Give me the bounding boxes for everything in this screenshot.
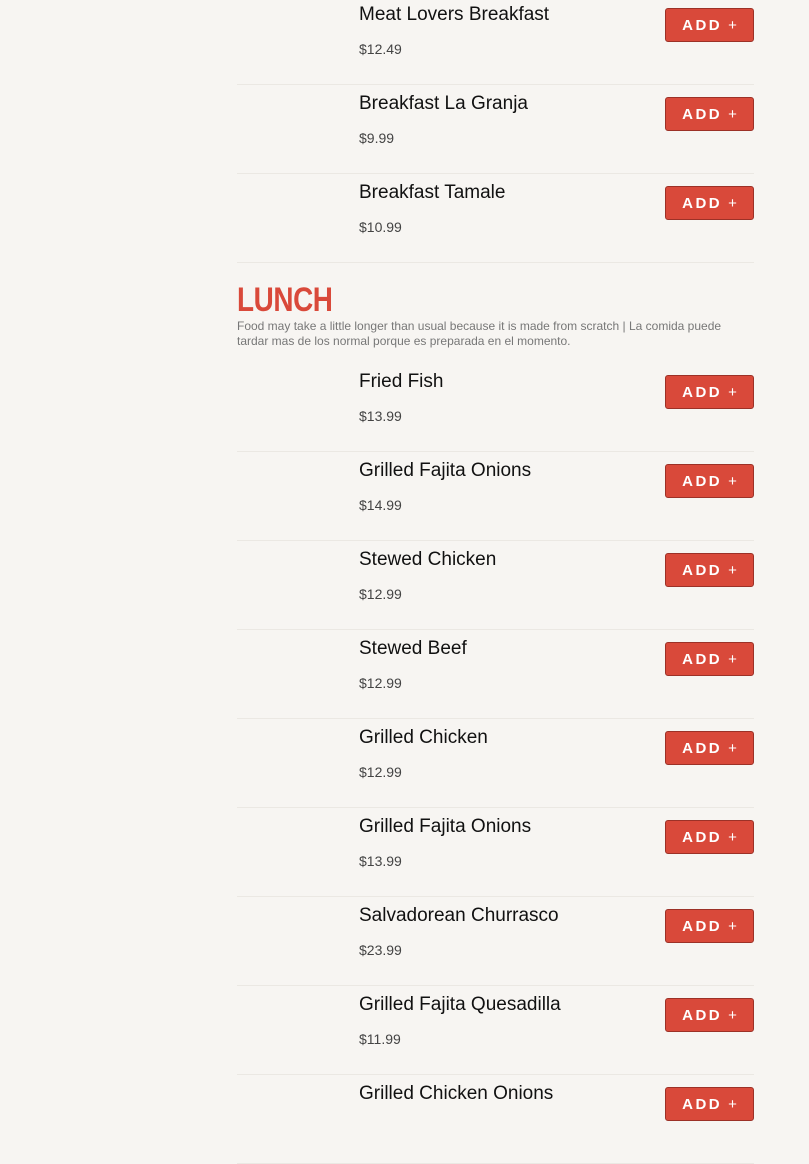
item-name: Stewed Beef [359,638,467,659]
section-description: Food may take a little longer than usual because it is made from scratch | La comida puede tardar mas de los normal porque es preparada en el momento. [237,319,722,348]
menu-item [237,1075,754,1164]
menu-item [237,986,754,1075]
item-price: $14.99 [359,497,402,513]
menu-item [237,808,754,897]
lunch-section [237,263,754,1164]
add-button[interactable] [665,1087,754,1121]
item-name: Grilled Fajita Quesadilla [359,994,561,1015]
breakfast-section [237,0,754,263]
menu-item [237,0,754,85]
item-name: Salvadorean Churrasco [359,905,559,926]
item-price: $12.49 [359,41,402,57]
add-label: ADD [682,194,723,212]
add-label: ADD [682,650,723,668]
add-label: ADD [682,383,723,401]
add-button[interactable] [665,553,754,587]
add-label: ADD [682,1006,723,1024]
plus-icon: + [728,650,737,668]
add-label: ADD [682,739,723,757]
section-header [237,263,754,363]
item-name: Grilled Chicken Onions [359,1083,554,1104]
add-button[interactable] [665,8,754,42]
add-button[interactable] [665,464,754,498]
menu-item [237,452,754,541]
menu-item [237,719,754,808]
plus-icon: + [728,917,737,935]
item-price: $10.99 [359,219,402,235]
add-button[interactable] [665,642,754,676]
item-name: Stewed Chicken [359,549,497,570]
item-price: $23.99 [359,942,402,958]
add-label: ADD [682,472,723,490]
plus-icon: + [728,1006,737,1024]
plus-icon: + [728,383,737,401]
menu-item [237,174,754,263]
menu-item [237,630,754,719]
item-name: Breakfast La Granja [359,93,528,114]
add-button[interactable] [665,97,754,131]
item-price: $12.99 [359,675,402,691]
item-name: Fried Fish [359,371,444,392]
plus-icon: + [728,105,737,123]
plus-icon: + [728,561,737,579]
menu-item [237,85,754,174]
item-price: $13.99 [359,408,402,424]
plus-icon: + [728,739,737,757]
add-label: ADD [682,1095,723,1113]
add-label: ADD [682,917,723,935]
plus-icon: + [728,828,737,846]
item-price: $12.99 [359,586,402,602]
add-button[interactable] [665,186,754,220]
item-price: $13.99 [359,853,402,869]
add-label: ADD [682,561,723,579]
item-price: $11.99 [359,1031,401,1047]
plus-icon: + [728,194,737,212]
plus-icon: + [728,472,737,490]
item-name: Grilled Fajita Onions [359,816,532,837]
menu-item [237,541,754,630]
item-name: Breakfast Tamale [359,182,506,203]
item-name: Grilled Chicken [359,727,488,748]
section-title: LUNCH [237,281,333,319]
add-label: ADD [682,105,723,123]
plus-icon: + [728,16,737,34]
menu-item [237,897,754,986]
add-button[interactable] [665,820,754,854]
item-name: Meat Lovers Breakfast [359,4,550,25]
add-button[interactable] [665,909,754,943]
item-price: $12.99 [359,764,402,780]
add-button[interactable] [665,375,754,409]
add-button[interactable] [665,998,754,1032]
menu-column [237,0,754,1164]
add-button[interactable] [665,731,754,765]
plus-icon: + [728,1095,737,1113]
item-price: $9.99 [359,130,395,146]
menu-item [237,363,754,452]
add-label: ADD [682,828,723,846]
item-name: Grilled Fajita Onions [359,460,532,481]
add-label: ADD [682,16,723,34]
